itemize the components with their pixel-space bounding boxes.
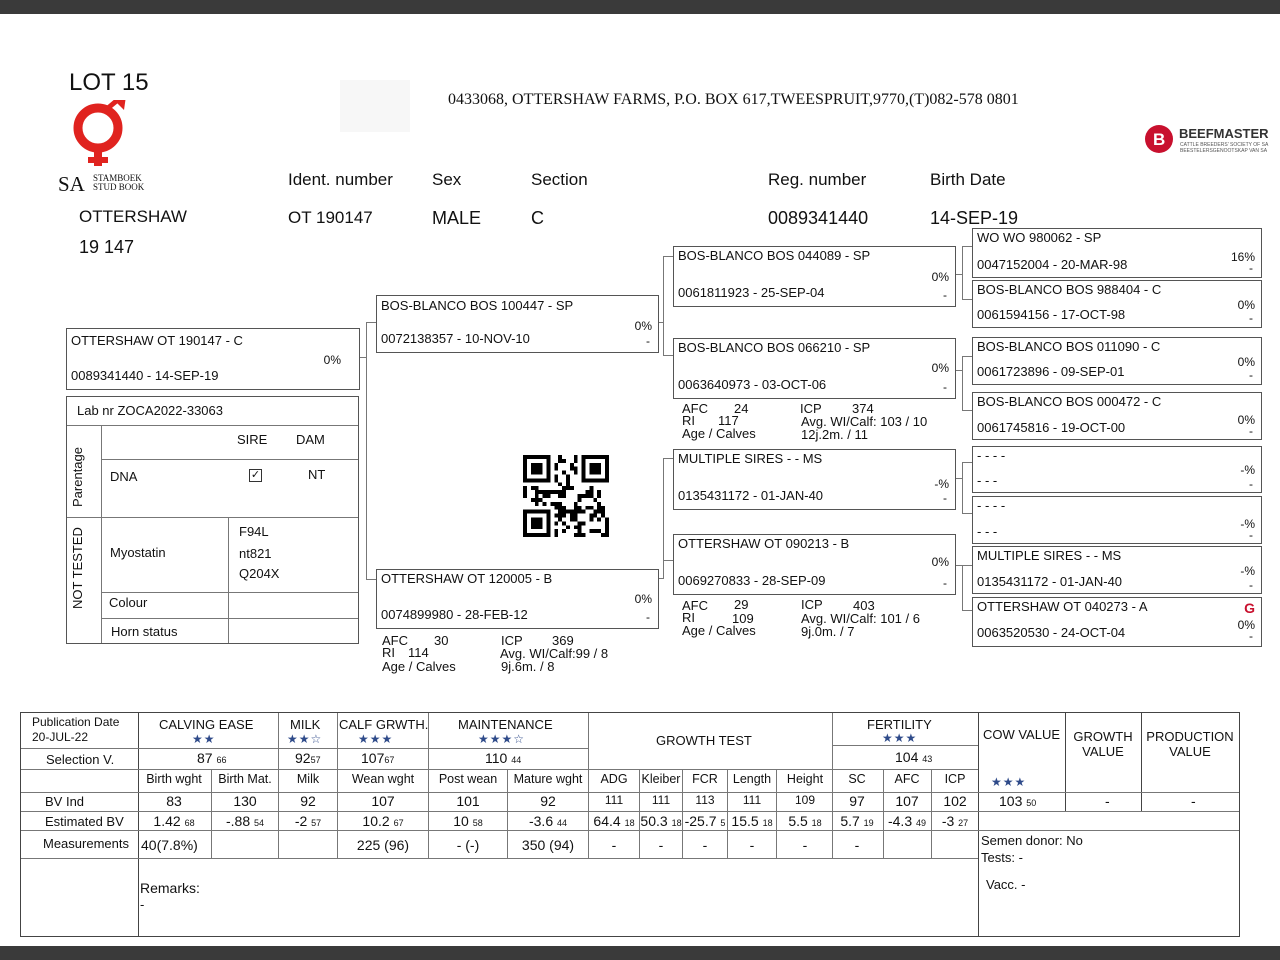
bv-ind-cell: 111 (742, 793, 762, 807)
measurement-cell: 40(7.8%) (141, 837, 198, 853)
pedigree-sire-dam: BOS-BLANCO BOS 066210 - SP 0% 0063640973 - 03-OCT-06 - (673, 338, 956, 399)
myostatin-value-2: nt821 (239, 546, 272, 561)
ident-value: OT 190147 (288, 208, 373, 227)
pedigree-dam-sire: MULTIPLE SIRES - - MS -% 0135431172 - 01-JAN-40 - (673, 449, 956, 510)
lab-panel (66, 396, 359, 644)
horn-status-label: Horn status (111, 624, 178, 639)
estimated-bv-cell: 10.2 67 (362, 813, 404, 829)
qr-code-icon (522, 455, 610, 537)
dna-sire-check-icon: ✓ (250, 469, 261, 481)
estimated-bv-cell: 10 58 (453, 813, 483, 829)
milk-selection: 9257 (295, 750, 321, 766)
column-header: Kleiber (641, 772, 681, 786)
parentage-label: Parentage (70, 447, 85, 507)
column-header: Milk (296, 772, 320, 786)
remarks-value: - (140, 897, 145, 912)
breeder-address: 0433068, OTTERSHAW FARMS, P.O. BOX 617,TWEESPRUIT,9770,(T)082-578 0801 (448, 91, 1019, 108)
measurement-cell: 350 (94) (521, 837, 575, 853)
milk-header: MILK (290, 717, 321, 732)
bv-ind-cell: 101 (456, 793, 480, 809)
measurement-cell: - (802, 837, 808, 853)
bv-ind-cell: 83 (166, 793, 182, 809)
reg-value: 0089341440 (768, 208, 869, 228)
production-value-ind: - (1191, 793, 1196, 809)
estimated-bv-cell: 50.3 18 (640, 813, 682, 829)
measurement-cell: - (702, 837, 708, 853)
estimated-bv-cell: 15.5 18 (731, 813, 773, 829)
sex-label: Sex (432, 170, 462, 189)
society-name: STAMBOEK STUD BOOK (93, 173, 145, 192)
beefmaster-logo-icon (1144, 124, 1176, 156)
section-label: Section (531, 170, 588, 189)
cow-value-header: COW VALUE (982, 727, 1061, 742)
measurements-label: Measurements (43, 836, 129, 851)
estimated-bv-cell: 5.7 19 (840, 813, 874, 829)
pedigree-gen3-8: OTTERSHAW OT 040273 - A 0% 0063520530 - 24-OCT-04 - G (972, 597, 1262, 647)
calving-ease-stars: ★★ (192, 732, 216, 746)
myostatin-value-1: F94L (239, 524, 269, 539)
pedigree-gen3-5: - - - - -% - - - - (972, 446, 1262, 493)
tests: Tests: - (981, 850, 1023, 865)
animal-number: 19 147 (79, 237, 135, 257)
selection-label: Selection V. (46, 752, 115, 767)
pedigree-dam: OTTERSHAW OT 120005 - B 0% 0074899980 - 28-FEB-12 - (376, 569, 659, 629)
birth-value: 14-SEP-19 (930, 208, 1019, 228)
column-header: Post wean (438, 772, 498, 786)
pedigree-self: OTTERSHAW OT 190147 - C 0% 0089341440 - 14-SEP-19 (66, 328, 360, 390)
redacted-area (340, 80, 410, 132)
pedigree-sire-sire: BOS-BLANCO BOS 044089 - SP 0% 0061811923 - 25-SEP-04 - (673, 246, 956, 307)
calving-ease-header: CALVING EASE (159, 717, 254, 732)
column-header: ADG (600, 772, 628, 786)
bv-ind-cell: 111 (651, 793, 671, 807)
milk-stars: ★★☆ (287, 732, 323, 746)
bv-ind-cell: 107 (895, 793, 919, 809)
pedigree-dam-dam: OTTERSHAW OT 090213 - B 0% 0069270833 - 28-SEP-09 - (673, 534, 956, 595)
estimated-bv-cell: 64.4 18 (593, 813, 635, 829)
top-bar (0, 0, 1280, 14)
column-header: AFC (894, 772, 920, 786)
brand-subtitle: CATTLE BREEDERS' SOCIETY OF SA BEESTELERSGENOOTSKAP VAN SA (1180, 142, 1269, 154)
pedigree-gen3-3: BOS-BLANCO BOS 011090 - C 0% 0061723896 - 09-SEP-01 - (972, 337, 1262, 385)
bv-ind-cell: 111 (604, 793, 624, 807)
svg-text:B: B (1153, 130, 1166, 149)
pedigree-gen3-2: BOS-BLANCO BOS 988404 - C 0% 0061594156 - 17-OCT-98 - (972, 280, 1262, 328)
semen-donor: Semen donor: No (981, 833, 1083, 848)
dna-label: DNA (110, 469, 138, 484)
publication-label: Publication Date (32, 715, 120, 729)
pedigree-sire: BOS-BLANCO BOS 100447 - SP 0% 0072138357 - 10-NOV-10 - (376, 295, 659, 353)
colour-label: Colour (109, 595, 148, 610)
column-header: SC (848, 772, 866, 786)
remarks-label: Remarks: (140, 880, 200, 896)
bv-ind-cell: 92 (540, 793, 556, 809)
estimated-bv-cell: -4.3 49 (887, 813, 927, 829)
production-value-header: PRODUCTION VALUE (1146, 729, 1234, 759)
bv-ind-cell: 92 (300, 793, 316, 809)
calf-growth-header: CALF GRWTH. (339, 717, 429, 732)
ident-label: Ident. number (288, 170, 393, 189)
bv-ind-cell: 130 (233, 793, 257, 809)
column-header: FCR (692, 772, 718, 786)
brand-name: BEEFMASTER (1179, 126, 1269, 141)
maintenance-stars: ★★★☆ (478, 732, 526, 746)
estimated-bv-cell: -3.6 44 (528, 813, 568, 829)
measurement-cell: - (611, 837, 617, 853)
estimated-bv-cell: 1.42 68 (153, 813, 195, 829)
column-header: Length (732, 772, 772, 786)
cow-value-stars: ★★★ (991, 775, 1027, 789)
maintenance-header: MAINTENANCE (458, 717, 553, 732)
myostatin-label: Myostatin (110, 545, 166, 560)
growth-value-ind: - (1105, 793, 1110, 809)
not-tested-label: NOT TESTED (70, 527, 85, 609)
publication-date: 20-JUL-22 (32, 730, 89, 744)
lab-number: Lab nr ZOCA2022-33063 (77, 403, 223, 418)
pedigree-gen3-1: WO WO 980062 - SP 16% 0047152004 - 20-MAR-98 - (972, 228, 1262, 278)
bv-ind-cell: 113 (695, 793, 715, 807)
bv-ind-cell: 109 (794, 793, 816, 807)
column-header: ICP (944, 772, 966, 786)
stud-book-logo-icon (68, 100, 130, 170)
growth-test-header: GROWTH TEST (656, 733, 752, 748)
sex-value: MALE (432, 208, 482, 228)
calving-selection: 87 66 (197, 750, 227, 766)
column-header: Mature wght (513, 772, 583, 786)
herd-name: OTTERSHAW (79, 207, 187, 226)
lab-sire-header: SIRE (237, 432, 268, 447)
cow-value-ind: 103 50 (999, 793, 1037, 809)
lab-dam-header: DAM (296, 432, 325, 447)
birth-label: Birth Date (930, 170, 1006, 189)
bv-ind-cell: 97 (849, 793, 865, 809)
pedigree-gen3-4: BOS-BLANCO BOS 000472 - C 0% 0061745816 - 19-OCT-00 - (972, 392, 1262, 440)
bottom-bar (0, 946, 1280, 960)
dna-dam-value: NT (308, 467, 326, 482)
column-header: Height (786, 772, 824, 786)
fertility-selection: 104 43 (895, 749, 933, 765)
column-header: Birth wght (146, 772, 202, 786)
fertility-header: FERTILITY (867, 717, 932, 732)
reg-label: Reg. number (768, 170, 867, 189)
column-header: Birth Mat. (218, 772, 272, 786)
lot-number: LOT 15 (69, 69, 149, 96)
pedigree-gen3-7: MULTIPLE SIRES - - MS -% 0135431172 - 01-JAN-40 - (972, 546, 1262, 594)
breeder-mark-icon: G (1244, 600, 1255, 616)
estimated-bv-cell: -25.7 5 (684, 813, 726, 829)
maintenance-selection: 110 44 (485, 750, 522, 766)
column-header: Wean wght (351, 772, 415, 786)
calf-growth-stars: ★★★ (358, 732, 394, 746)
bv-ind-label: BV Ind (45, 794, 85, 809)
breeding-values-table (20, 712, 1240, 937)
fertility-stars: ★★★ (882, 731, 918, 745)
measurement-cell: 225 (96) (356, 837, 410, 853)
calf-selection: 10767 (361, 750, 395, 766)
estimated-bv-label: Estimated BV (45, 814, 124, 829)
estimated-bv-cell: 5.5 18 (788, 813, 822, 829)
estimated-bv-cell: -3 27 (941, 813, 969, 829)
bv-ind-cell: 102 (943, 793, 967, 809)
pedigree-gen3-6: - - - - -% - - - - (972, 496, 1262, 544)
measurement-cell: - (854, 837, 860, 853)
section-value: C (531, 208, 544, 228)
measurement-cell: - (-) (456, 837, 480, 853)
myostatin-value-3: Q204X (239, 566, 280, 581)
estimated-bv-cell: -2 57 (294, 813, 322, 829)
growth-value-header: GROWTH VALUE (1073, 729, 1133, 759)
bv-ind-cell: 107 (371, 793, 395, 809)
estimated-bv-cell: -.88 54 (225, 813, 265, 829)
measurement-cell: - (749, 837, 755, 853)
vaccinations: Vacc. - (986, 877, 1026, 892)
measurement-cell: - (658, 837, 664, 853)
society-sa: SA (58, 172, 85, 196)
